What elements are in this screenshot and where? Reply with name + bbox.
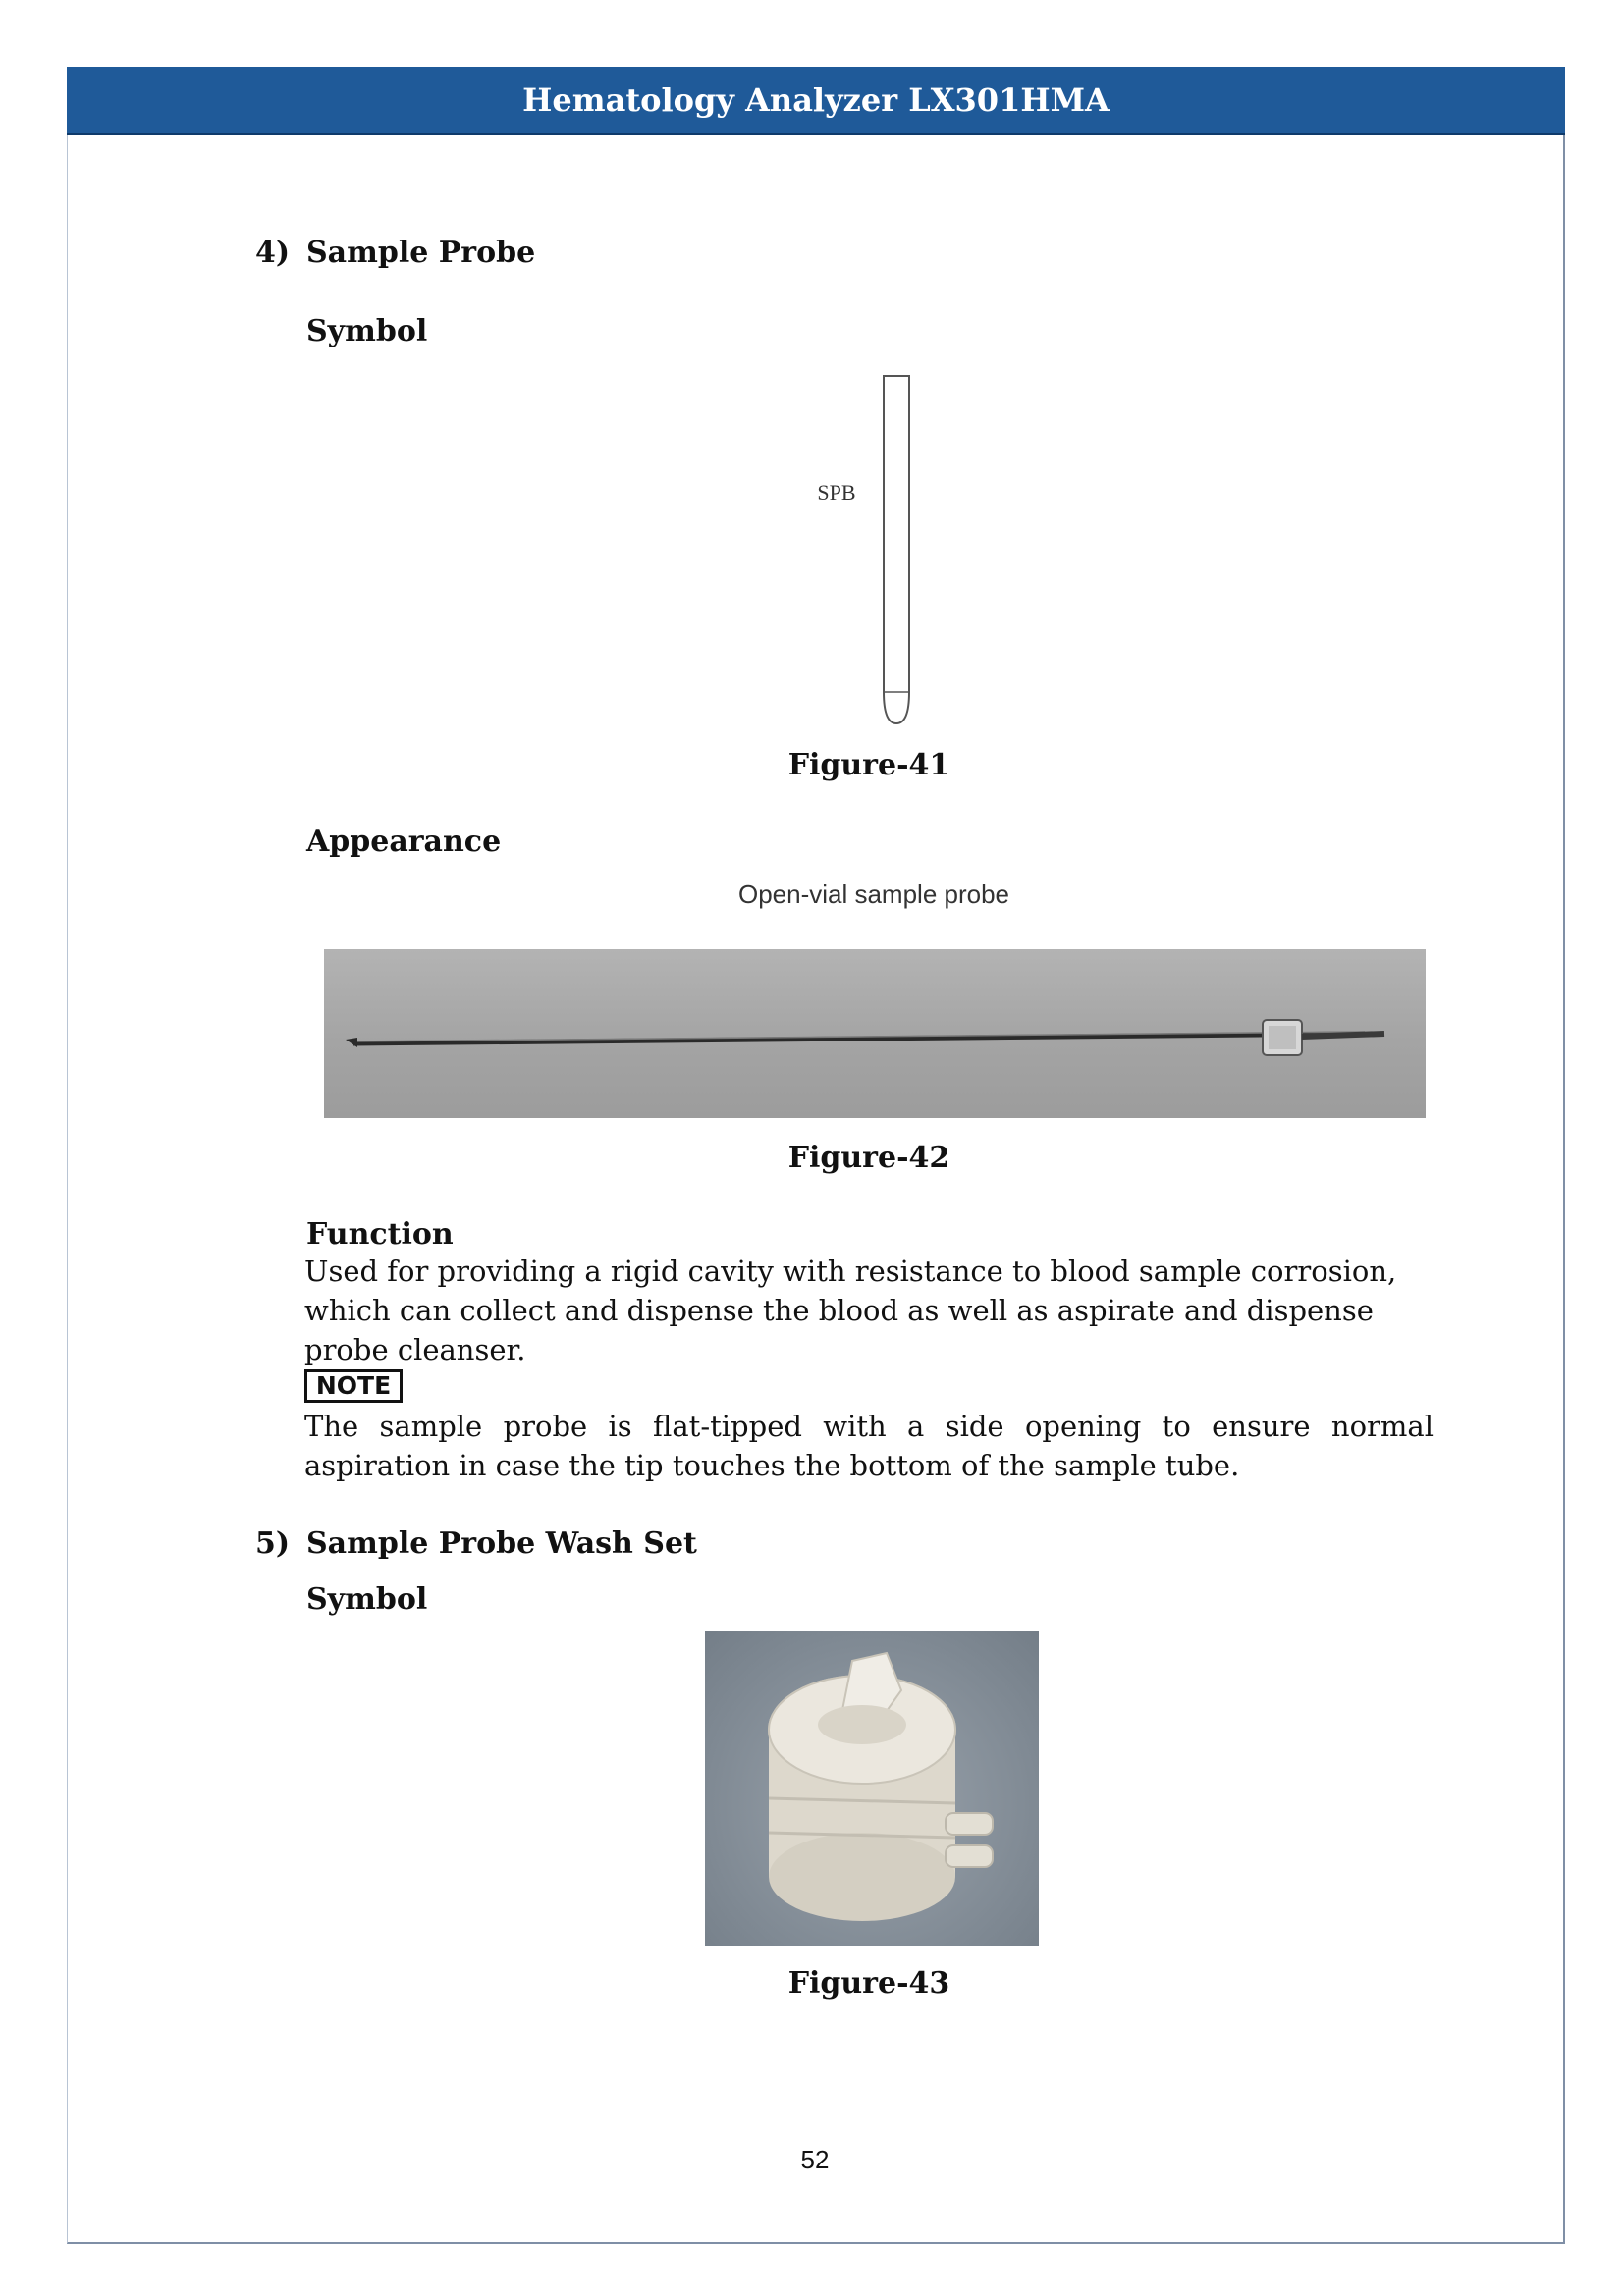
- page-header-title: Hematology Analyzer LX301HMA: [67, 67, 1565, 135]
- page-number: 52: [800, 2145, 830, 2174]
- note-text: The sample probe is flat-tipped with a side opening to ensure normal aspiration in case the tip touches the bottom of the sample tube.: [304, 1410, 1434, 1482]
- section-4-title: Sample Probe: [306, 236, 536, 270]
- section-4-heading: [255, 236, 535, 270]
- symbol-label: Symbol: [306, 314, 428, 348]
- function-label: Function: [306, 1217, 454, 1252]
- section-4-number: 4): [255, 236, 291, 270]
- section-5-number: 5): [255, 1526, 291, 1561]
- symbol-spb-label: SPB: [817, 480, 856, 505]
- sample-probe-symbol: [785, 368, 933, 731]
- wash-set-photo: [705, 1631, 1039, 1946]
- figure-43-caption: Figure-43: [787, 1966, 950, 2001]
- note-badge: NOTE: [304, 1369, 403, 1403]
- photo-caption-open-vial: Open-vial sample probe: [737, 880, 1010, 909]
- section-5-heading: [255, 1526, 697, 1561]
- figure-41-caption: Figure-41: [787, 748, 950, 782]
- appearance-label: Appearance: [306, 825, 502, 859]
- section-5-title: Sample Probe Wash Set: [306, 1526, 697, 1561]
- figure-42-caption: Figure-42: [787, 1141, 950, 1175]
- section-5-symbol-label: Symbol: [306, 1582, 428, 1617]
- sample-probe-photo: [324, 949, 1426, 1118]
- function-text: Used for providing a rigid cavity with resistance to blood sample corrosion, which can collect and dispense the blood as well as aspirate and dispense probe cleanser.: [304, 1255, 1397, 1366]
